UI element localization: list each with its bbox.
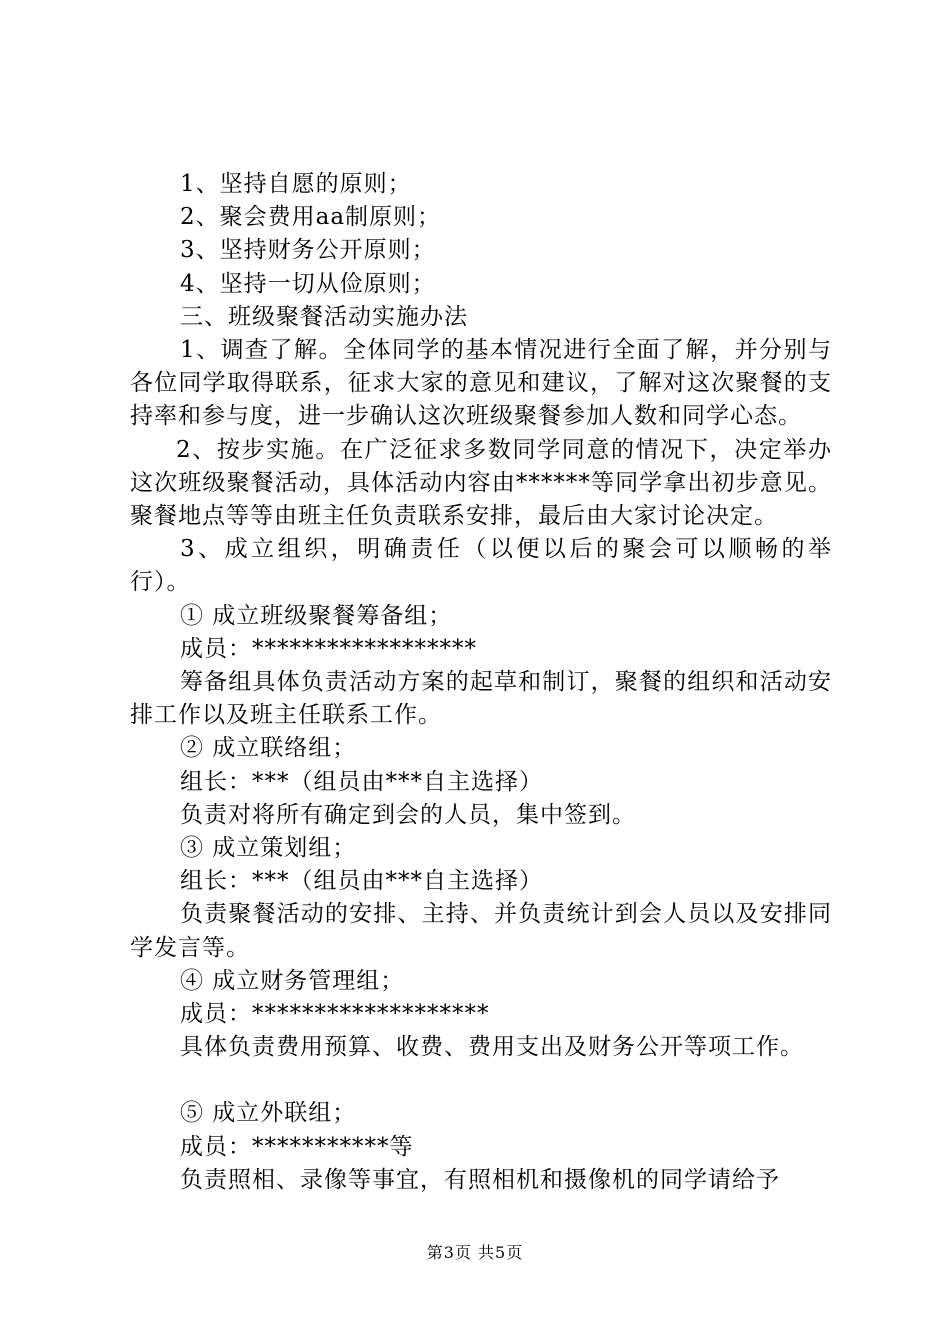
group-4-title: ④ 成立财务管理组； [180,967,405,994]
section-heading: 三、班级聚餐活动实施办法 [180,303,468,330]
principle-2: 2、聚会费用aa制原则； [180,204,442,231]
step-3-paragraph: 3、成立组织，明确责任（以便以后的聚会可以顺畅的举行）。 [130,536,832,596]
principle-4: 4、坚持一切从俭原则； [180,270,436,297]
group-3-duty: 负责聚餐活动的安排、主持、并负责统计到会人员以及安排同学发言等。 [130,901,832,961]
group-3-leader: 组长：***（组员由***自主选择） [180,868,543,895]
group-4-duty: 具体负责费用预算、收费、费用支出及财务公开等项工作。 [180,1034,804,1061]
document-body [130,168,832,1197]
blank-line [130,1064,832,1097]
principle-3: 3、坚持财务公开原则； [180,237,436,264]
group-1-title: ① 成立班级聚餐筹备组； [180,602,453,629]
group-5-members: 成员：***********等 [180,1133,414,1160]
group-2-duty: 负责对将所有确定到会的人员，集中签到。 [180,801,636,828]
group-3-title: ③ 成立策划组； [180,835,357,862]
page-number-footer: 第3页 共5页 [426,1243,524,1262]
group-1-duty: 筹备组具体负责活动方案的起草和制订，聚餐的组织和活动安排工作以及班主任联系工作。 [130,669,832,729]
step-1-paragraph: 1、调查了解。全体同学的基本情况进行全面了解，并分别与各位同学取得联系，征求大家的意见和建议，了解对这次聚餐的支持率和参与度，进一步确认这次班级聚餐参加人数和同学心态。 [130,337,832,430]
group-5-title: ⑤ 成立外联组； [180,1100,357,1127]
group-1-members: 成员：****************** [180,635,477,662]
group-2-leader: 组长：***（组员由***自主选择） [180,768,543,795]
step-2-paragraph: 2、按步实施。在广泛征求多数同学同意的情况下，决定举办这次班级聚餐活动，具体活动内容由******等同学拿出初步意见。聚餐地点等等由班主任负责联系安排，最后由大家讨论决定。 [130,436,832,530]
principle-1: 1、坚持自愿的原则； [180,171,412,197]
group-5-duty: 负责照相、录像等事宜，有照相机和摄像机的同学请给予 [180,1166,780,1193]
group-2-title: ② 成立联络组； [180,735,357,762]
group-4-members: 成员：******************* [180,1001,490,1028]
